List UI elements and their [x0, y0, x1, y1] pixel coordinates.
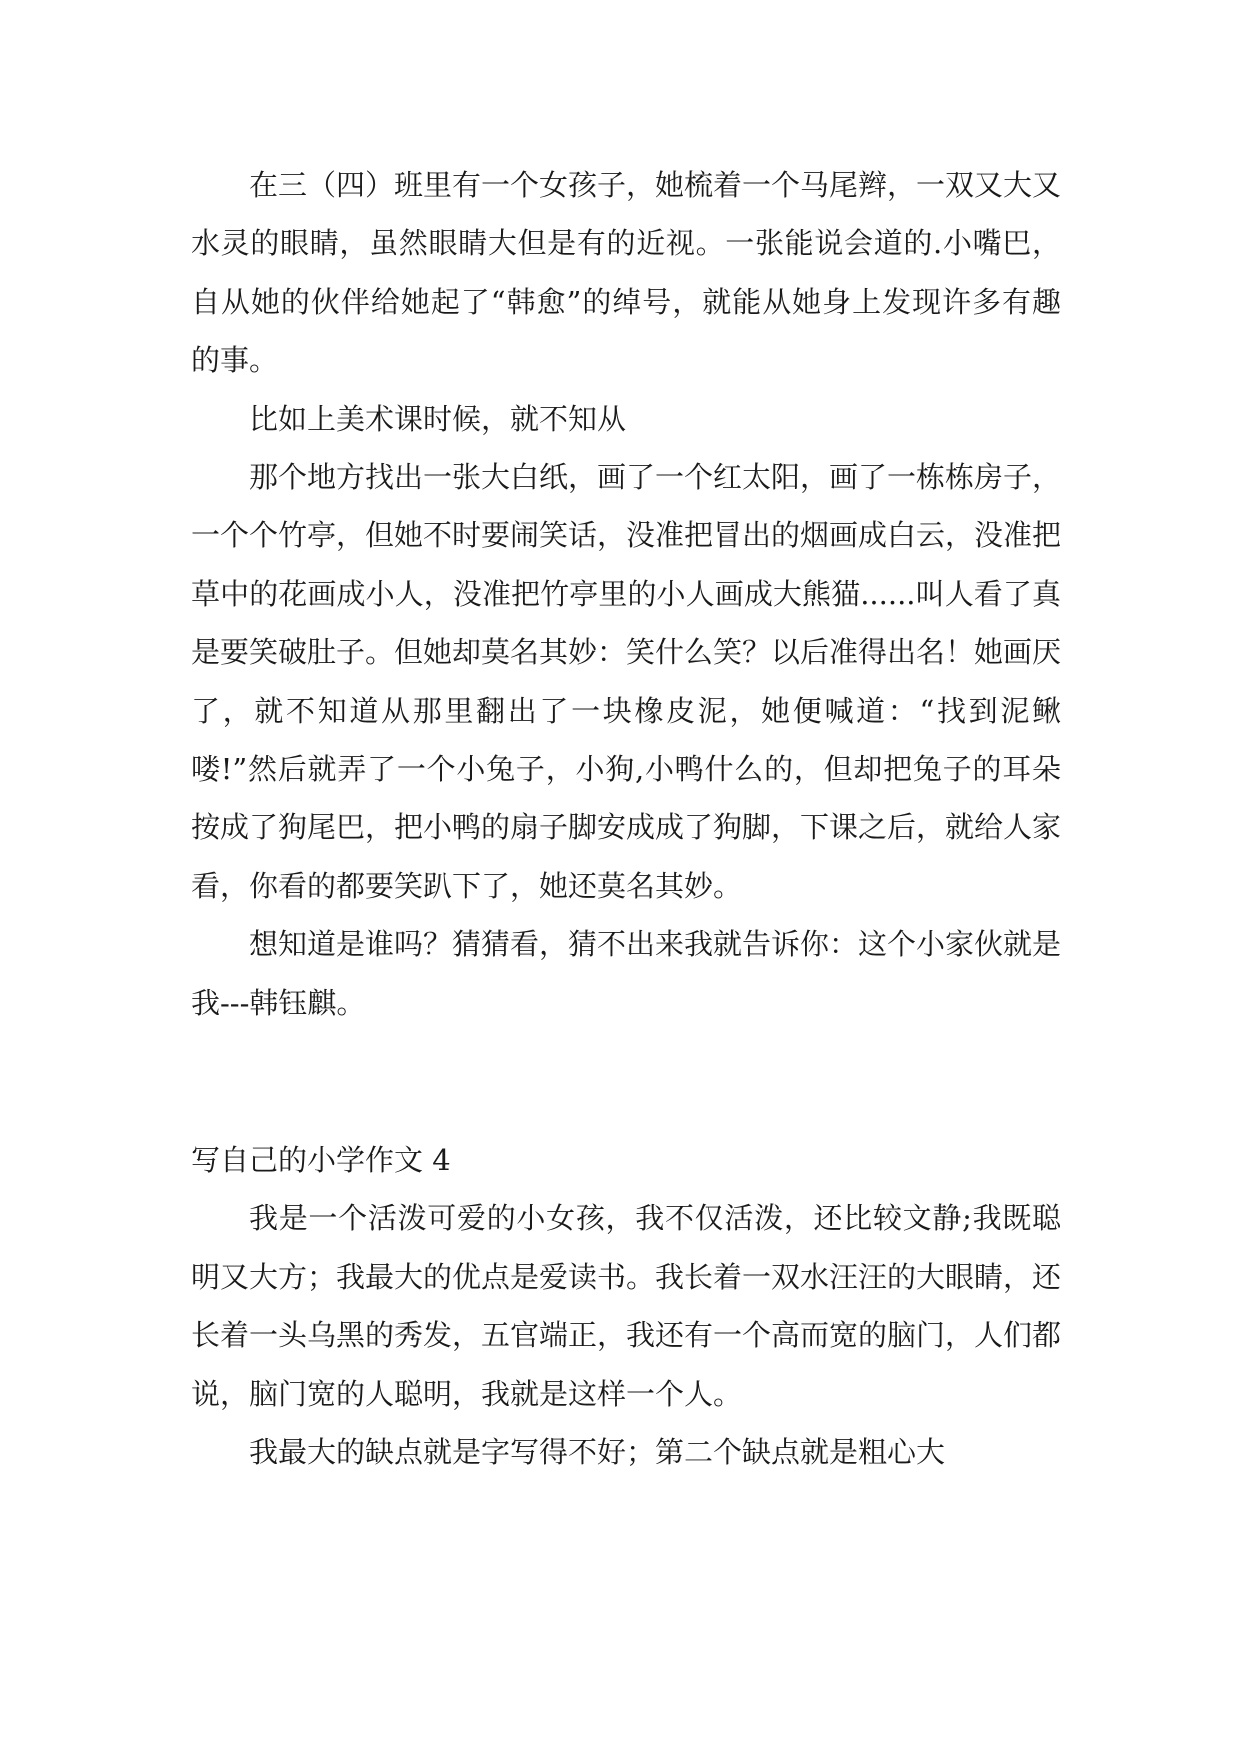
essay-4-paragraph-2: 我最大的缺点就是字写得不好；第二个缺点就是粗心大: [249, 1435, 946, 1470]
essay-3-body: [191, 156, 1061, 1032]
essay-4-paragraph-1: 我是一个活泼可爱的小女孩，我不仅活泼，还比较文静;我既聪明又大方；我最大的优点是爱读书。我长着一双水汪汪的大眼睛，还长着一头乌黑的秀发，五官端正，我还有一个高而宽的脑门，人们都说，脑门宽的人聪明，我就是这样一个人。: [191, 1201, 1062, 1411]
essay-3-paragraph-1: 在三（四）班里有一个女孩子，她梳着一个马尾辫，一双又大又水灵的眼睛，虽然眼睛大但是有的近视。一张能说会道的.小嘴巴，自从她的伙伴给她起了“韩愈”的绰号，就能从她身上发现许多有趣的事。: [191, 168, 1062, 378]
essay-4-title: 写自己的小学作文 4: [191, 1143, 451, 1177]
essay-3-paragraph-4: 想知道是谁吗？猜猜看，猜不出来我就告诉你：这个小家伙就是我---韩钰麒。: [191, 927, 1062, 1020]
essay-4-body: [191, 1131, 1061, 1481]
essay-3-paragraph-3: 那个地方找出一张大白纸，画了一个红太阳，画了一栋栋房子，一个个竹亭，但她不时要闹笑话，没准把冒出的烟画成白云，没准把草中的花画成小人，没准把竹亭里的小人画成大熊猫......叫人看了真是要笑破肚子。但她却莫名其妙：笑什么笑？以后准得出名！她画厌了，就不知道从那里翻出了一块橡皮泥，她便喊道：“找到泥鳅喽!”然后就弄了一个小兔子，小狗,小鸭什么的，但却把兔子的耳朵按成了狗尾巴，把小鸭的扇子脚安成成了狗脚，下课之后，就给人家看，你看的都要笑趴下了，她还莫名其妙。: [191, 460, 1062, 903]
essay-3-paragraph-2: 比如上美术课时候，就不知从: [249, 401, 627, 436]
